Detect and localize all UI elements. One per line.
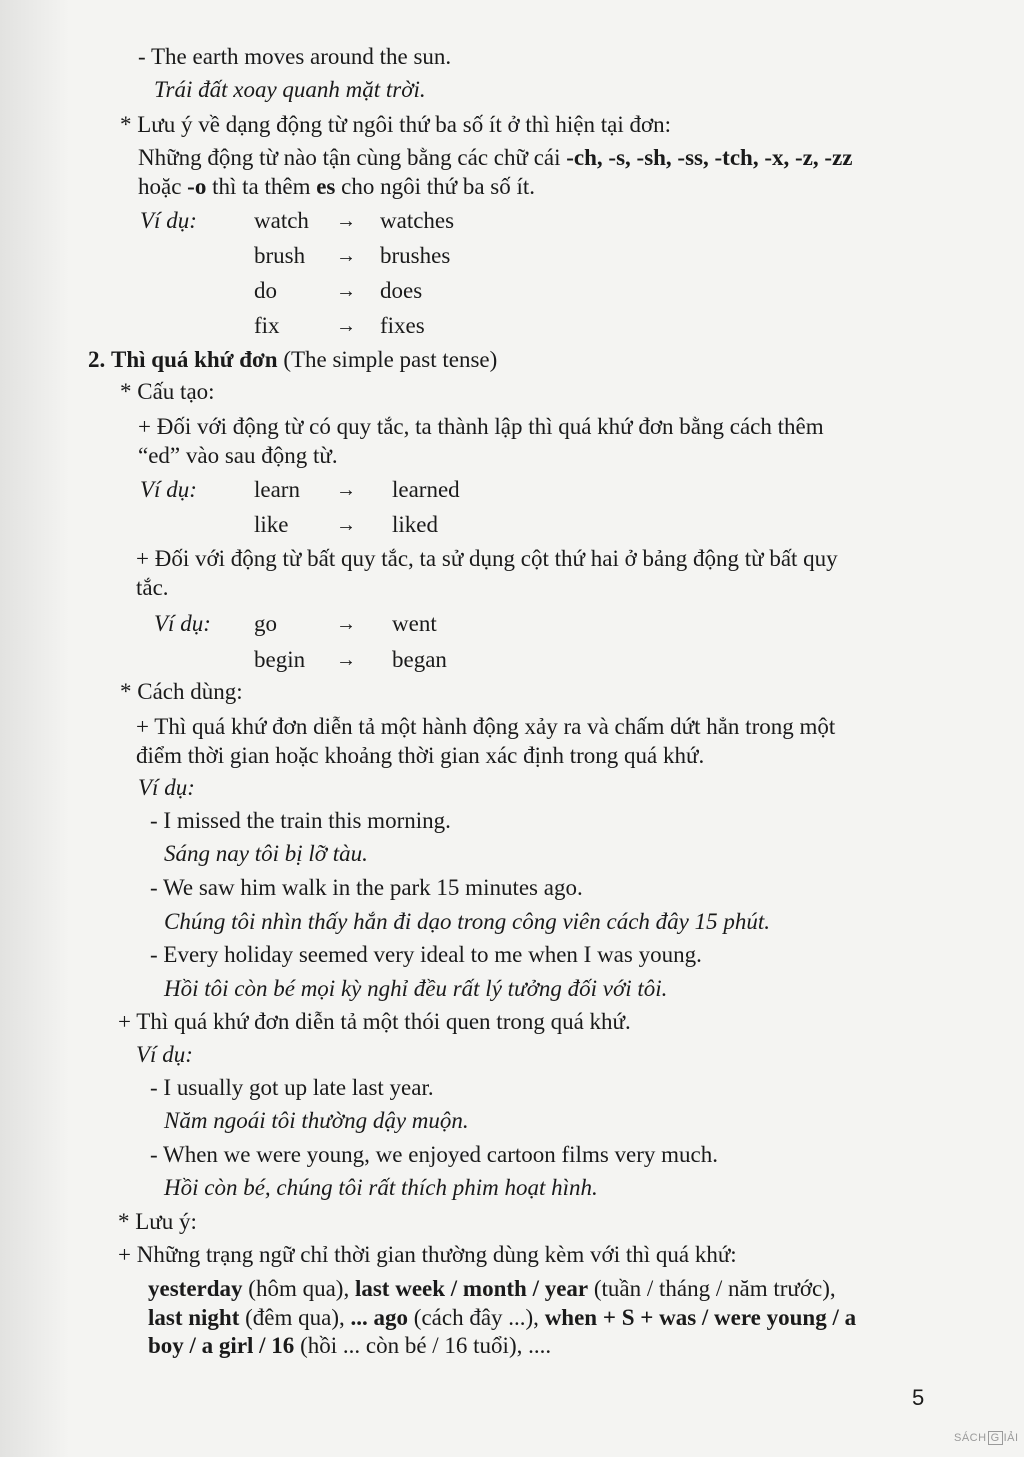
- usage-1-line-1: + Thì quá khứ đơn diễn tả một hành động xảy ra và chấm dứt hẳn trong một: [136, 714, 836, 739]
- adverb-line-1: yesterday (hôm qua), last week / month / year (tuần / tháng / năm trước),: [148, 1276, 836, 1301]
- example-label: Ví dụ:: [154, 611, 211, 636]
- regular-rule-line-1: + Đối với động từ có quy tắc, ta thành lập thì quá khứ đơn bằng cách thêm: [138, 414, 824, 439]
- example-sentence-vi: Hồi còn bé, chúng tôi rất thích phim hoạt hình.: [164, 1175, 598, 1200]
- watermark-logo: SÁCH G IẢI: [954, 1432, 1019, 1444]
- arrow-icon: →: [336, 613, 356, 635]
- example-sentence-en: - We saw him walk in the park 15 minutes ago.: [150, 875, 583, 900]
- example-sentence-vi: Trái đất xoay quanh mặt trời.: [154, 77, 426, 102]
- verb-form: liked: [392, 512, 438, 537]
- verb-base: watch: [254, 208, 309, 233]
- verb-endings: -ch, -s, -sh, -ss, -tch, -x, -z, -zz: [566, 145, 853, 170]
- arrow-icon: →: [336, 280, 356, 302]
- example-label: Ví dụ:: [140, 477, 197, 502]
- verb-base: learn: [254, 477, 300, 502]
- verb-form: began: [392, 647, 447, 672]
- verb-base: do: [254, 278, 277, 303]
- page-edge-shadow: [0, 0, 70, 1457]
- irregular-rule-line-1: + Đối với động từ bất quy tắc, ta sử dụng cột thứ hai ở bảng động từ bất quy: [136, 546, 838, 571]
- irregular-rule-line-2: tắc.: [136, 575, 169, 600]
- example-sentence-vi: Hồi tôi còn bé mọi kỳ nghỉ đều rất lý tưởng đối với tôi.: [164, 976, 668, 1001]
- verb-form: brushes: [380, 243, 451, 268]
- example-sentence-en: - When we were young, we enjoyed cartoon films very much.: [150, 1142, 719, 1167]
- arrow-icon: →: [336, 315, 356, 337]
- example-label: Ví dụ:: [136, 1042, 193, 1067]
- arrow-icon: →: [336, 479, 356, 501]
- verb-form: does: [380, 278, 423, 303]
- adverb-line-2: last night (đêm qua), ... ago (cách đây ...), when + S + was / were young / a: [148, 1305, 857, 1330]
- verb-form: fixes: [380, 313, 425, 338]
- note-title: * Lưu ý về dạng động từ ngôi thứ ba số ít ở thì hiện tại đơn:: [120, 112, 672, 137]
- structure-label: * Cấu tạo:: [120, 379, 215, 404]
- verb-base: brush: [254, 243, 306, 268]
- usage-1-line-2: điểm thời gian hoặc khoảng thời gian xác định trong quá khứ.: [136, 743, 705, 768]
- note-line-1: Những động từ nào tận cùng bằng các chữ cái -ch, -s, -sh, -ss, -tch, -x, -z, -zz: [138, 145, 853, 170]
- verb-base: go: [254, 611, 277, 636]
- verb-form: went: [392, 611, 437, 636]
- arrow-icon: →: [336, 649, 356, 671]
- example-sentence-en: - Every holiday seemed very ideal to me when I was young.: [150, 942, 702, 967]
- arrow-icon: →: [336, 514, 356, 536]
- example-sentence-vi: Sáng nay tôi bị lỡ tàu.: [164, 841, 368, 866]
- usage-2: + Thì quá khứ đơn diễn tả một thói quen trong quá khứ.: [118, 1009, 631, 1034]
- example-sentence-en: - I missed the train this morning.: [150, 808, 451, 833]
- example-label: Ví dụ:: [140, 208, 197, 233]
- note-line-2: hoặc -o thì ta thêm es cho ngôi thứ ba số ít.: [138, 174, 536, 199]
- adverb-line-3: boy / a girl / 16 (hồi ... còn bé / 16 tuổi), ....: [148, 1333, 552, 1358]
- verb-base: fix: [254, 313, 280, 338]
- verb-form: watches: [380, 208, 455, 233]
- example-sentence-vi: Năm ngoái tôi thường dậy muộn.: [164, 1108, 469, 1133]
- verb-base: begin: [254, 647, 306, 672]
- section-heading: 2. Thì quá khứ đơn (The simple past tense): [88, 347, 498, 372]
- usage-label: * Cách dùng:: [120, 679, 243, 704]
- arrow-icon: →: [336, 210, 356, 232]
- verb-form: learned: [392, 477, 460, 502]
- adverb-intro: + Những trạng ngữ chỉ thời gian thường dùng kèm với thì quá khứ:: [118, 1242, 737, 1267]
- verb-base: like: [254, 512, 289, 537]
- example-sentence-en: - I usually got up late last year.: [150, 1075, 434, 1100]
- arrow-icon: →: [336, 245, 356, 267]
- example-sentence-vi: Chúng tôi nhìn thấy hắn đi dạo trong công viên cách đây 15 phút.: [164, 909, 771, 934]
- regular-rule-line-2: “ed” vào sau động từ.: [138, 443, 338, 468]
- page-number: 5: [912, 1385, 925, 1410]
- note-label: * Lưu ý:: [118, 1209, 197, 1234]
- example-sentence-en: - The earth moves around the sun.: [138, 44, 452, 69]
- example-label: Ví dụ:: [138, 775, 195, 800]
